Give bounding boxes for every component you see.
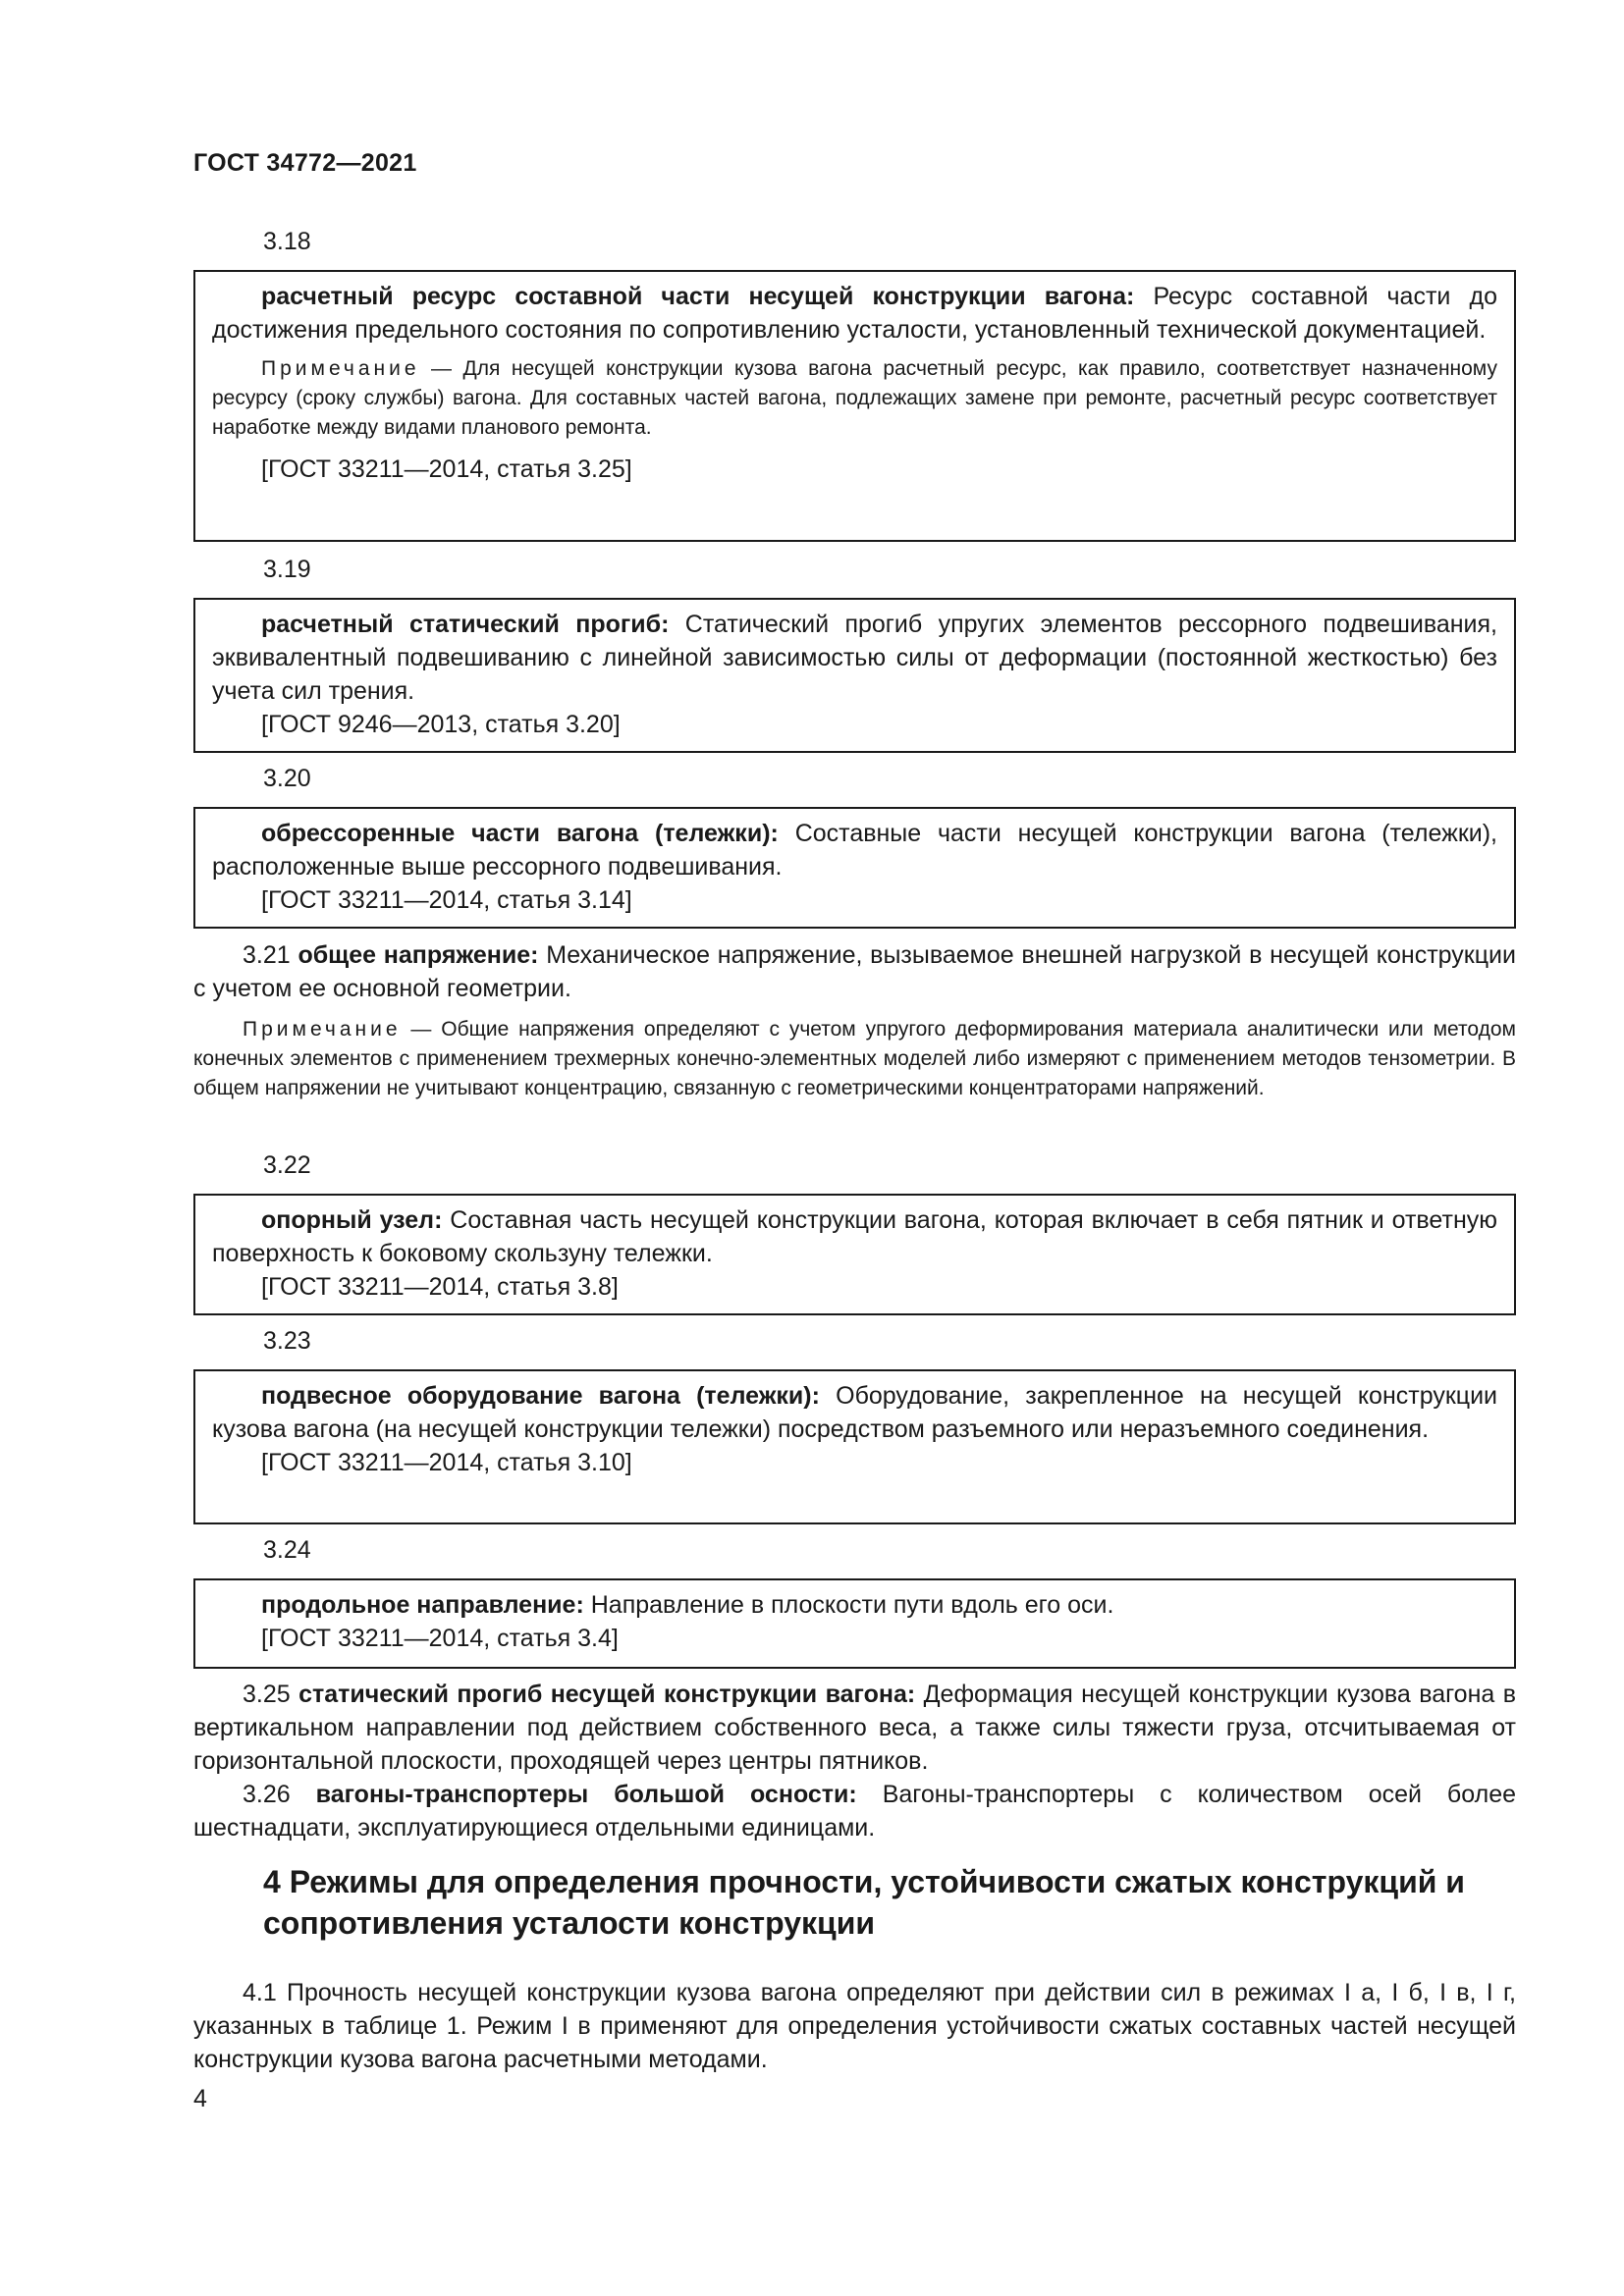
term-box-3-18 bbox=[193, 270, 1516, 542]
note bbox=[193, 1015, 1516, 1103]
term-definition bbox=[212, 608, 1497, 708]
term-3-26 bbox=[193, 1778, 1516, 1844]
term-definition bbox=[193, 1778, 1516, 1844]
term-box-3-19 bbox=[193, 598, 1516, 753]
term-title: общее напряжение: bbox=[298, 941, 539, 969]
term-number: 3.23 bbox=[263, 1327, 311, 1355]
term-box-3-22 bbox=[193, 1194, 1516, 1315]
term-number: 3.18 bbox=[263, 228, 311, 255]
term-box-3-23 bbox=[193, 1369, 1516, 1524]
source-reference: [ГОСТ 33211—2014, статья 3.8] bbox=[261, 1273, 619, 1301]
definition-text: Ресурс составной части до достижения предельного состояния по сопротивлению усталости, установленный технической документацией. bbox=[212, 283, 1497, 344]
term-number: 3.26 bbox=[243, 1781, 291, 1808]
source-reference: [ГОСТ 9246—2013, статья 3.20] bbox=[261, 711, 621, 738]
term-box-3-24 bbox=[193, 1578, 1516, 1669]
term-title: вагоны-транспортеры большой осности: bbox=[315, 1781, 857, 1808]
term-definition bbox=[193, 938, 1516, 1005]
section-heading: 4 Режимы для определения прочности, устойчивости сжатых конструкций и сопротивления усталости конструкции bbox=[263, 1864, 1465, 1941]
definition-text: Составные части несущей конструкции вагона (тележки), расположенные выше рессорного подвешивания. bbox=[212, 820, 1497, 881]
term-title: расчетный ресурс составной части несущей конструкции вагона: bbox=[261, 283, 1135, 310]
term-number: 3.25 bbox=[243, 1681, 291, 1708]
term-title: статический прогиб несущей конструкции вагона: bbox=[298, 1681, 916, 1708]
term-definition bbox=[212, 817, 1497, 883]
term-number: 3.21 bbox=[243, 941, 291, 969]
term-number: 3.19 bbox=[263, 556, 311, 583]
term-title: опорный узел: bbox=[261, 1206, 443, 1234]
document-header: ГОСТ 34772—2021 bbox=[193, 149, 417, 177]
source-reference: [ГОСТ 33211—2014, статья 3.14] bbox=[261, 886, 632, 914]
note bbox=[212, 354, 1497, 443]
term-box-3-20 bbox=[193, 807, 1516, 929]
term-title: расчетный статический прогиб: bbox=[261, 611, 670, 638]
term-definition bbox=[193, 1678, 1516, 1778]
note-text: — Общие напряжения определяют с учетом упругого деформирования материала аналитически или методом конечных элементов с применением трехмерных конечно-элементных моделей либо измеряют с применением методов тензометрии. В общем напряжении не учитывают концентрацию, связанную с геометрическими концентраторами напряжений. bbox=[193, 1018, 1516, 1099]
term-definition bbox=[212, 280, 1497, 347]
source-reference: [ГОСТ 33211—2014, статья 3.25] bbox=[261, 455, 632, 483]
section-4-1 bbox=[193, 1976, 1516, 2076]
term-title: подвесное оборудование вагона (тележки): bbox=[261, 1382, 820, 1410]
term-number: 3.22 bbox=[263, 1151, 311, 1179]
definition-text: Составная часть несущей конструкции вагона, которая включает в себя пятник и ответную поверхность к боковому скользуну тележки. bbox=[212, 1206, 1497, 1267]
definition-text: Вагоны-транспортеры с количеством осей более шестнадцати, эксплуатирующиеся отдельными единицами. bbox=[193, 1781, 1517, 1842]
term-title: продольное направление: bbox=[261, 1591, 584, 1619]
definition-text: Оборудование, закрепленное на несущей конструкции кузова вагона (на несущей конструкции тележки) посредством разъемного или неразъемного соединения. bbox=[212, 1382, 1498, 1443]
note-label: Примечание bbox=[261, 357, 420, 380]
definition-text: Статический прогиб упругих элементов рессорного подвешивания, эквивалентный подвешиванию с линейной зависимостью силы от деформации (постоянной жесткостью) без учета сил трения. bbox=[212, 611, 1497, 705]
term-title: обрессоренные части вагона (тележки): bbox=[261, 820, 779, 847]
term-number: 3.20 bbox=[263, 765, 311, 792]
source-reference: [ГОСТ 33211—2014, статья 3.10] bbox=[261, 1449, 632, 1476]
term-definition bbox=[212, 1379, 1497, 1446]
term-definition bbox=[212, 1203, 1497, 1270]
source-reference: [ГОСТ 33211—2014, статья 3.4] bbox=[261, 1625, 619, 1652]
paragraph-4-1: 4.1 Прочность несущей конструкции кузова вагона определяют при действии сил в режимах I а, I б, I в, I г, указанных в таблице 1. Режим I в применяют для определения устойчивости сжатых составных частей несущей конструкции кузова вагона расчетными методами. bbox=[193, 1979, 1516, 2073]
page-number: 4 bbox=[193, 2085, 207, 2112]
term-3-21 bbox=[193, 938, 1516, 1103]
definition-text: Механическое напряжение, вызываемое внешней нагрузкой в несущей конструкции с учетом ее основной геометрии. bbox=[193, 941, 1516, 1002]
term-3-25 bbox=[193, 1678, 1516, 1778]
note-text: — Для несущей конструкции кузова вагона расчетный ресурс, как правило, соответствует назначенному ресурсу (сроку службы) вагона. Для составных частей вагона, подлежащих замене при ремонте, расчетный ресурс соответствует наработке между видами планового ремонта. bbox=[212, 357, 1497, 439]
definition-text: Деформация несущей конструкции кузова вагона в вертикальном направлении под действием собственного веса, а также силы тяжести груза, отсчитываемая от горизонтальной плоскости, проходящей через центры пятников. bbox=[193, 1681, 1516, 1775]
term-definition bbox=[212, 1588, 1497, 1622]
definition-text: Направление в плоскости пути вдоль его оси. bbox=[590, 1591, 1114, 1619]
term-number: 3.24 bbox=[263, 1536, 311, 1564]
note-label: Примечание bbox=[243, 1018, 402, 1041]
